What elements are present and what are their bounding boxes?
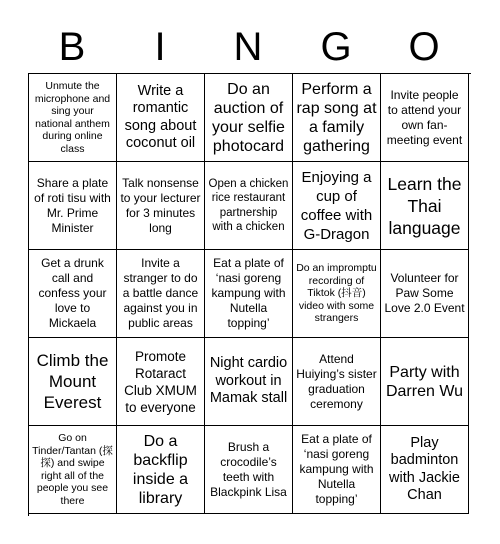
bingo-cell[interactable] [117, 74, 205, 162]
bingo-cell[interactable] [381, 74, 469, 162]
cell-text: Do a backflip inside a library [132, 432, 189, 507]
cell-text: Eat a plate of ‘nasi goreng kampung with Nutella topping’ [211, 256, 286, 330]
bingo-cell[interactable] [117, 426, 205, 514]
bingo-cell[interactable] [117, 338, 205, 426]
bingo-cell[interactable] [117, 250, 205, 338]
cell-text: Eat a plate of ‘nasi goreng kampung with Nutella topping’ [299, 432, 374, 506]
header-letter-i: I [154, 25, 166, 69]
header-letter-n: N [233, 25, 263, 69]
cell-text: Invite a stranger to do a battle dance against you in public areas [122, 256, 199, 330]
cell-text: Get a drunk call and confess your love to Mickaela [38, 256, 107, 330]
cell-text: Attend Huiying’s sister graduation ceremony [296, 351, 377, 411]
cell-text: Night cardio workout in Mamak stall [209, 355, 288, 407]
bingo-cell[interactable] [293, 426, 381, 514]
cell-text: Learn the Thai language [387, 173, 462, 238]
cell-text: Promote Rotaract Club XMUM to everyone [124, 348, 197, 415]
cell-text: Go on Tinder/Tantan (探探) and swipe right all of the people you see there [32, 432, 113, 507]
cell-text: Party with Darren Wu [385, 363, 464, 400]
cell-text: Climb the Mount Everest [36, 351, 109, 412]
header-letter-b: B [58, 25, 86, 69]
bingo-cell[interactable] [293, 250, 381, 338]
bingo-cell[interactable] [29, 162, 117, 250]
bingo-cell[interactable] [381, 162, 469, 250]
bingo-cell[interactable] [29, 250, 117, 338]
cell-text: Invite people to attend your own fan-meeting event [386, 87, 463, 147]
cell-text: Volunteer for Paw Some Love 2.0 Event [384, 271, 465, 315]
cell-text: Enjoying a cup of coffee with G-Dragon [300, 168, 373, 243]
bingo-cell[interactable] [117, 162, 205, 250]
bingo-cell[interactable] [293, 338, 381, 426]
cell-text: Write a romantic song about coconut oil [124, 82, 197, 151]
bingo-header [28, 18, 468, 76]
bingo-cell[interactable] [205, 74, 293, 162]
cell-text: Talk nonsense to your lecturer for 3 minutes long [120, 175, 201, 235]
cell-text: Open a chicken rice restaurant partnership with a chicken [208, 177, 289, 233]
cell-text: Brush a crocodile’s teeth with Blackpink Lisa [210, 439, 287, 499]
bingo-grid [28, 73, 471, 516]
cell-text: Play badminton with Jackie Chan [389, 434, 460, 503]
bingo-cell[interactable] [205, 338, 293, 426]
header-letter-o: O [408, 25, 440, 69]
bingo-cell[interactable] [381, 338, 469, 426]
cell-text: Perform a rap song at a family gathering [296, 80, 377, 155]
bingo-cell[interactable] [29, 338, 117, 426]
bingo-cell[interactable] [205, 250, 293, 338]
bingo-cell[interactable] [205, 162, 293, 250]
bingo-cell[interactable] [29, 74, 117, 162]
cell-text: Do an auction of your selfie photocard [212, 80, 285, 155]
cell-text: Share a plate of roti tisu with Mr. Prime Minister [34, 175, 111, 235]
bingo-cell[interactable] [205, 426, 293, 514]
bingo-cell[interactable] [293, 162, 381, 250]
cell-text: Unmute the microphone and sing your national anthem during online class [34, 80, 111, 155]
cell-text: Do an impromptu recording of Tiktok (抖音) video with some strangers [296, 262, 377, 325]
bingo-cell[interactable] [29, 426, 117, 514]
bingo-cell[interactable] [381, 250, 469, 338]
header-letter-g: G [320, 25, 352, 69]
bingo-cell[interactable] [381, 426, 469, 514]
bingo-cell[interactable] [293, 74, 381, 162]
